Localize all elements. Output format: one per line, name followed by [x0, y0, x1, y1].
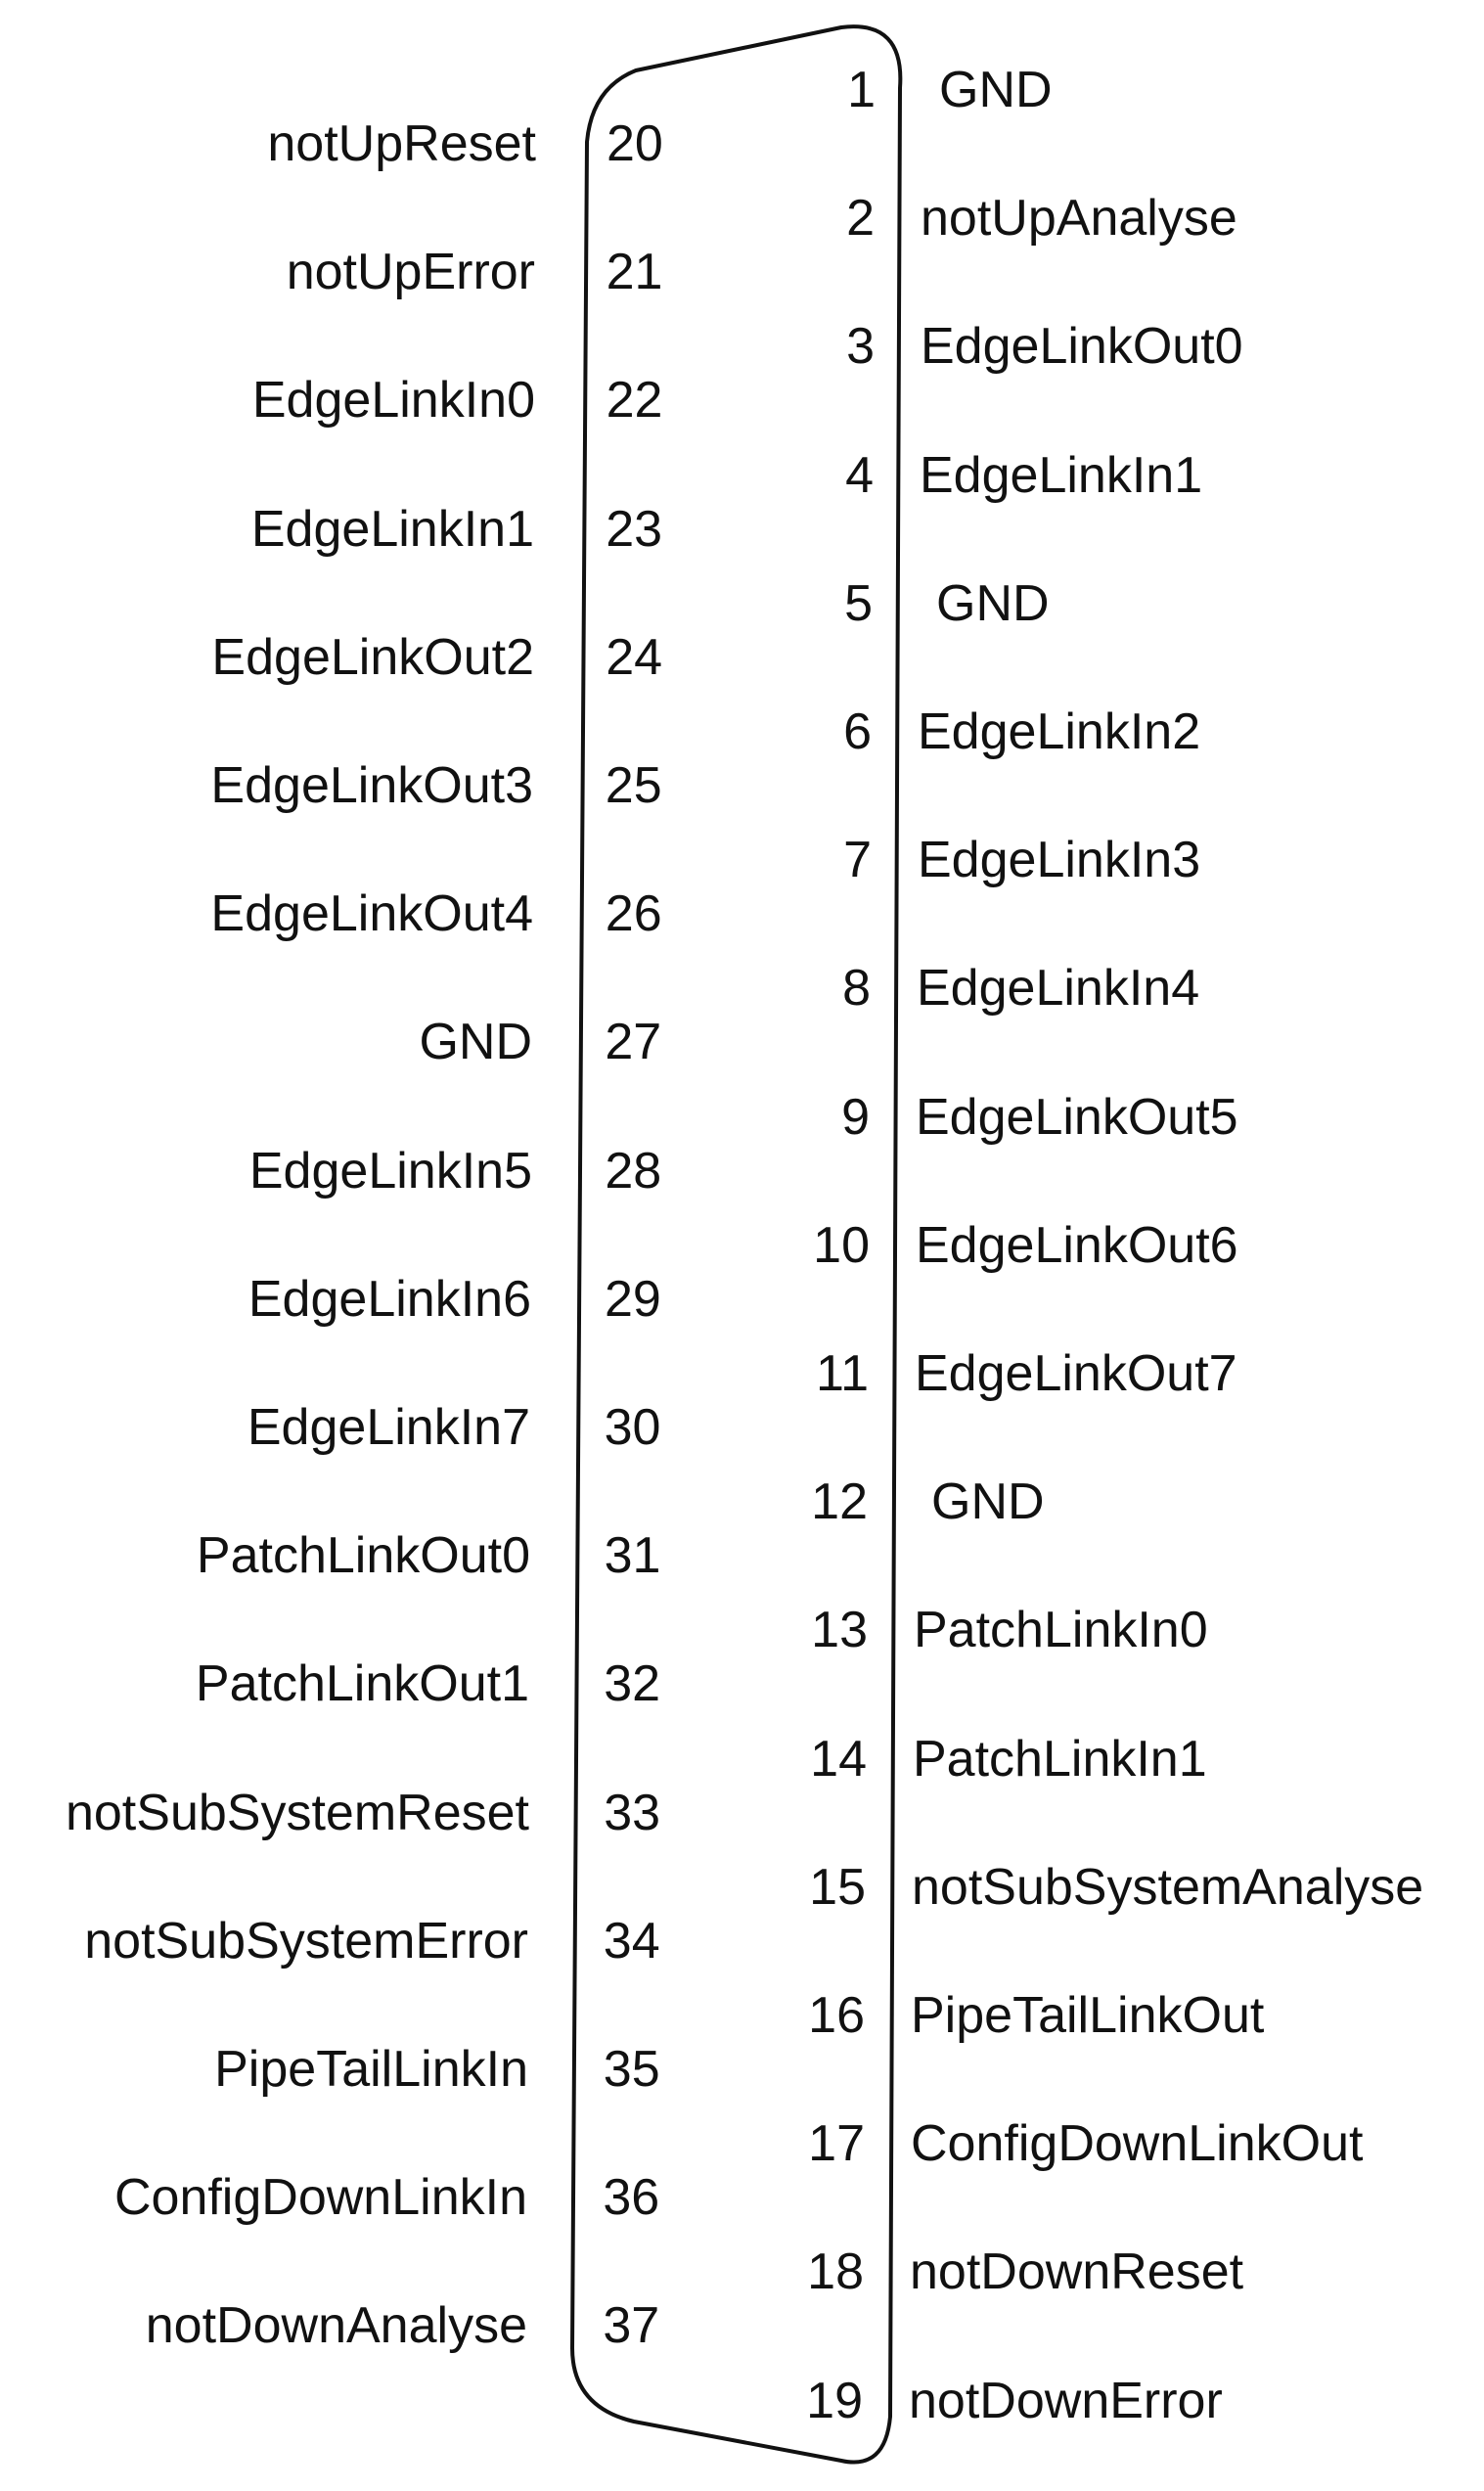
left-pin-number: 20 — [607, 115, 663, 172]
right-pin-signal-label: EdgeLinkOut6 — [916, 1216, 1238, 1274]
right-pin-number: 7 — [843, 832, 872, 889]
right-pin-signal-label: ConfigDownLinkOut — [911, 2115, 1364, 2173]
left-pin-number: 35 — [603, 2041, 660, 2098]
left-pin-number: 27 — [605, 1014, 662, 1071]
left-pin-signal-label: ConfigDownLinkIn — [113, 2169, 527, 2227]
right-pin-number: 10 — [813, 1216, 870, 1274]
left-pin-number: 34 — [603, 1912, 660, 1970]
right-pin-signal-label: EdgeLinkIn4 — [917, 960, 1200, 1018]
right-pin-signal-label: PatchLinkIn0 — [914, 1602, 1208, 1659]
right-pin-signal-label: EdgeLinkIn1 — [920, 446, 1203, 504]
left-pin-signal-label: PatchLinkOut1 — [195, 1655, 529, 1713]
left-pin-signal-label: PatchLinkOut0 — [196, 1527, 530, 1585]
left-pin-number: 36 — [603, 2169, 660, 2227]
left-pin-number: 23 — [606, 500, 663, 558]
left-pin-number: 37 — [603, 2297, 660, 2355]
left-pin-signal-label: EdgeLinkOut2 — [211, 628, 534, 686]
right-pin-signal-label: PipeTailLinkOut — [911, 1987, 1265, 2044]
right-pin-number: 6 — [843, 703, 872, 760]
left-pin-signal-label: notSubSystemError — [84, 1912, 528, 1970]
right-pin-number: 15 — [809, 1858, 866, 1916]
right-pin-number: 3 — [846, 318, 875, 376]
right-pin-signal-label: notSubSystemAnalyse — [912, 1858, 1424, 1916]
right-pin-number: 5 — [844, 574, 873, 632]
left-pin-number: 24 — [606, 628, 663, 686]
right-pin-number: 1 — [847, 62, 876, 118]
right-pin-number: 2 — [846, 190, 875, 248]
right-pin-signal-label: notUpAnalyse — [921, 190, 1237, 248]
left-pin-signal-label: EdgeLinkIn5 — [248, 1142, 532, 1200]
right-pin-number: 9 — [841, 1088, 870, 1146]
left-pin-number: 25 — [605, 757, 662, 814]
right-pin-signal-label: EdgeLinkOut5 — [916, 1088, 1238, 1146]
right-pin-number: 13 — [811, 1602, 868, 1659]
right-pin-number: 8 — [842, 960, 871, 1018]
right-pin-number: 14 — [810, 1730, 867, 1788]
left-pin-signal-label: notUpError — [286, 244, 535, 301]
right-pin-signal-label: GND — [939, 62, 1053, 118]
left-pin-number: 32 — [604, 1655, 661, 1713]
right-pin-signal-label: EdgeLinkIn2 — [918, 703, 1201, 760]
left-pin-signal-label: notUpReset — [267, 115, 536, 172]
left-pin-signal-label: PipeTailLinkIn — [214, 2041, 528, 2098]
left-pin-number: 31 — [604, 1527, 661, 1585]
right-pin-number: 12 — [811, 1473, 868, 1531]
left-pin-number: 33 — [604, 1784, 661, 1841]
left-pin-number: 28 — [605, 1142, 662, 1200]
left-pin-number: 22 — [606, 372, 663, 430]
right-pin-number: 18 — [807, 2243, 864, 2301]
left-pin-signal-label: EdgeLinkIn6 — [247, 1270, 531, 1328]
right-pin-number: 11 — [816, 1345, 869, 1402]
right-pin-signal-label: notDownReset — [910, 2243, 1244, 2301]
right-pin-number: 17 — [808, 2115, 865, 2173]
right-pin-signal-label: EdgeLinkOut0 — [921, 318, 1243, 376]
left-pin-signal-label: EdgeLinkOut4 — [210, 885, 533, 943]
left-pin-signal-label: EdgeLinkOut3 — [210, 757, 533, 814]
right-pin-signal-label: EdgeLinkOut7 — [915, 1345, 1237, 1402]
left-pin-number: 30 — [604, 1399, 661, 1456]
left-pin-signal-label: GND — [419, 1014, 532, 1071]
left-pin-signal-label: EdgeLinkIn0 — [251, 372, 535, 430]
left-pin-number: 21 — [606, 244, 663, 301]
left-pin-number: 26 — [605, 885, 662, 943]
right-pin-signal-label: PatchLinkIn1 — [913, 1730, 1207, 1788]
right-pin-number: 4 — [845, 446, 874, 504]
right-pin-number: 19 — [806, 2372, 863, 2429]
right-pin-signal-label: notDownError — [909, 2372, 1223, 2429]
left-pin-signal-label: notDownAnalyse — [145, 2297, 527, 2355]
left-pin-signal-label: notSubSystemReset — [65, 1784, 529, 1841]
left-pin-number: 29 — [605, 1270, 661, 1328]
left-pin-signal-label: EdgeLinkIn7 — [247, 1399, 530, 1456]
left-pin-signal-label: EdgeLinkIn1 — [250, 500, 534, 558]
right-pin-signal-label: EdgeLinkIn3 — [918, 832, 1201, 889]
right-pin-number: 16 — [808, 1987, 865, 2044]
right-pin-signal-label: GND — [936, 574, 1050, 632]
right-pin-signal-label: GND — [931, 1473, 1045, 1531]
